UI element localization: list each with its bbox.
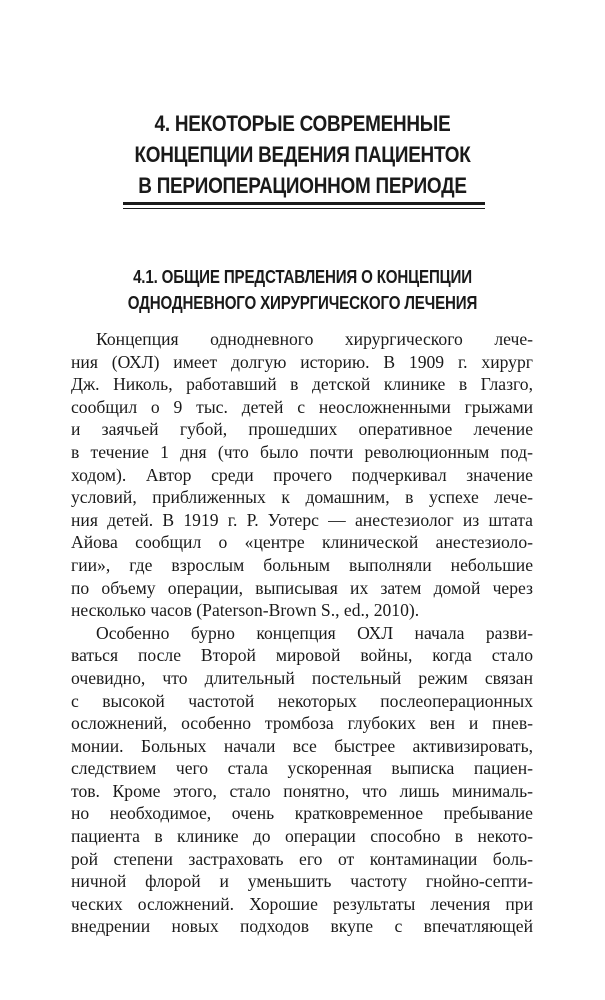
chapter-title xyxy=(111,108,494,201)
chapter-title-line: 4. НЕКОТОРЫЕ СОВРЕМЕННЫЕ xyxy=(154,111,451,136)
text-line: внедрении новых подходов вкупе с впечатляющей xyxy=(71,916,533,937)
chapter-title-line: КОНЦЕПЦИИ ВЕДЕНИЯ ПАЦИЕНТОК xyxy=(134,142,471,167)
text-line: пациента в клинике до операции способно в некото- xyxy=(71,826,533,847)
text-line: с высокой частотой некоторых послеоперационных xyxy=(71,690,533,711)
paragraph-2 xyxy=(71,622,533,938)
text-line: Айова сообщил о «центре клинической анестезиоло- xyxy=(71,532,533,553)
text-line: ния детей. В 1919 г. Р. Уотерс — анестезиолог из штата xyxy=(71,509,533,530)
text-line: осложнений, особенно тромбоза глубоких вен и пнев- xyxy=(71,713,533,734)
section-title-line: 4.1. ОБЩИЕ ПРЕДСТАВЛЕНИЯ О КОНЦЕПЦИИ xyxy=(133,267,472,287)
text-line: монии. Больных начали все быстрее активизировать, xyxy=(71,735,533,756)
text-line: условий, приближенных к домашним, в успехе лече- xyxy=(71,487,533,508)
text-line: по объему операции, выписывая их затем домой через xyxy=(71,577,533,598)
text-line: гии», где взрослым больным выполняли небольшие xyxy=(71,554,533,575)
chapter-title-rule-thick xyxy=(123,202,485,205)
section-title-line: ОДНОДНЕВНОГО ХИРУРГИЧЕСКОГО ЛЕЧЕНИЯ xyxy=(127,293,478,313)
text-line: тов. Кроме этого, стало понятно, что лишь минималь- xyxy=(71,780,533,801)
text-line: ческих осложнений. Хорошие результаты лечения при xyxy=(71,893,533,914)
chapter-title-line: В ПЕРИОПЕРАЦИОННОМ ПЕРИОДЕ xyxy=(138,173,467,198)
text-line: ния (ОХЛ) имеет долгую историю. В 1909 г. хирург xyxy=(71,351,533,372)
text-line: в течение 1 дня (что было почти революционным под- xyxy=(71,441,533,462)
text-line: ваться после Второй мировой войны, когда стало xyxy=(71,645,533,666)
paragraph-1 xyxy=(71,328,533,622)
text-line: Концепция однодневного хирургического лече- xyxy=(96,329,533,349)
text-line: рой степени застраховать его от контаминации боль- xyxy=(71,848,533,869)
text-line: но необходимое, очень кратковременное пребывание xyxy=(71,803,533,824)
text-line: Дж. Николь, работавший в детской клинике в Глазго, xyxy=(71,374,533,395)
text-line: очевидно, что длительный постельный режим связан xyxy=(71,667,533,688)
text-line: ничной флорой и уменьшить частоту гнойно-септи- xyxy=(71,871,533,892)
text-line: следствием чего стала ускоренная выписка пациен- xyxy=(71,758,533,779)
body-text xyxy=(71,328,533,938)
section-title xyxy=(99,264,506,316)
chapter-title-rule-thin xyxy=(123,208,485,209)
text-line: несколько часов (Paterson-Brown S., ed., 2010). xyxy=(71,600,420,621)
text-line: ходом). Автор среди прочего подчеркивал значение xyxy=(71,464,533,485)
text-line: Особенно бурно концепция ОХЛ начала разви- xyxy=(96,622,533,643)
text-line: и заячьей губой, прошедших оперативное лечение xyxy=(71,419,533,440)
text-line: сообщил о 9 тыс. детей с неосложненными грыжами xyxy=(71,396,533,417)
